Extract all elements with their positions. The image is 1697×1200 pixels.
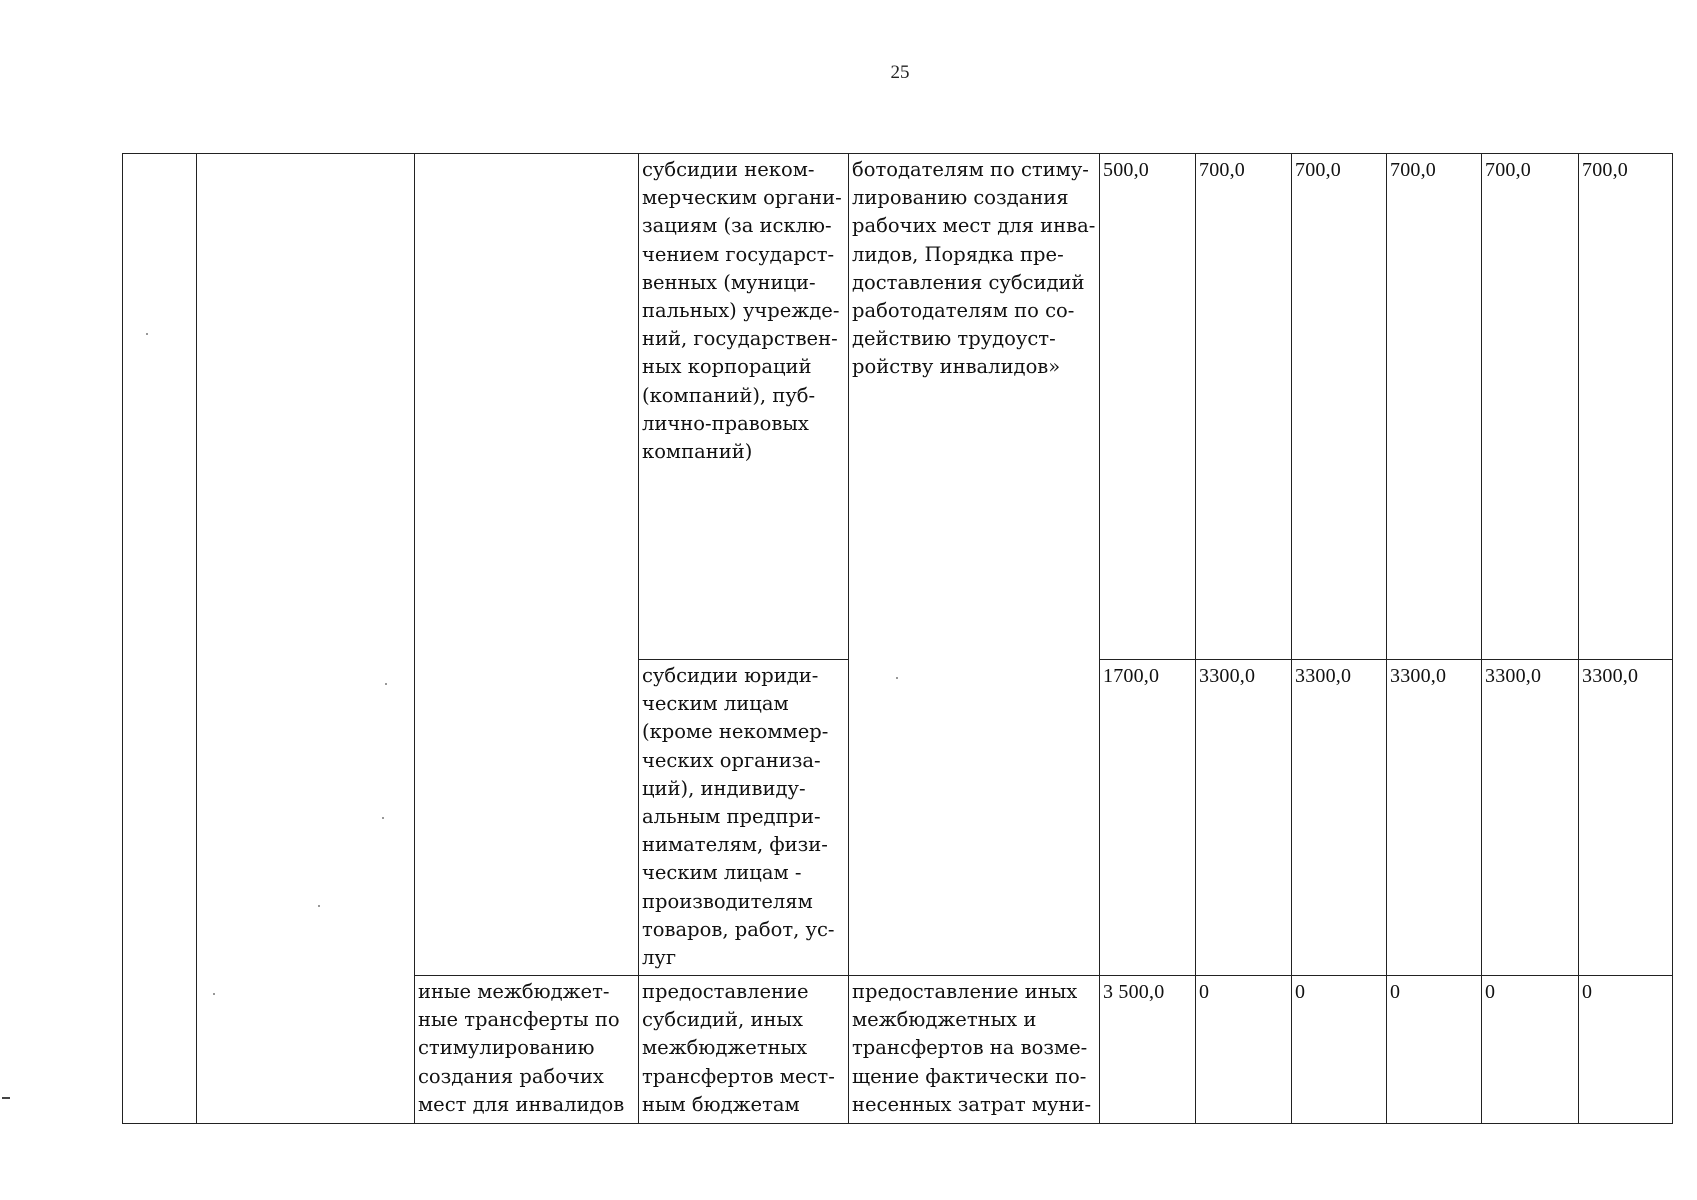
measure-cell: иные межбюджет- ные трансферты по стимулированию создания рабочих мест для инвалидов (415, 976, 639, 1124)
budget-table-container (122, 153, 1673, 1124)
basis-cell: предоставление иных межбюджетных и трансфертов на возме- щение фактически по- несенных затрат муни- (849, 976, 1100, 1124)
value-cell: 700,0 (1387, 154, 1482, 660)
basis-cell: ботодателям по стиму- лированию создания рабочих мест для инва- лидов, Порядка пре- доставления субсидий работодателям по со- действию трудоуст- ройству инвалидов» (849, 154, 1100, 976)
program-cell (197, 154, 415, 1124)
scan-speck (385, 683, 387, 685)
recipient-type-cell: субсидии неком- мерческим органи- зациям (за исклю- чением государст- венных (муници- пальных) учрежде- ний, государствен- ных корпораций (компаний), пуб- лично-правовых компаний) (639, 154, 849, 660)
measure-cell (415, 154, 639, 976)
value-cell: 0 (1579, 976, 1673, 1124)
value-cell: 0 (1196, 976, 1292, 1124)
value-cell: 700,0 (1579, 154, 1673, 660)
value-cell: 3300,0 (1579, 660, 1673, 976)
scan-speck (318, 905, 320, 907)
value-cell: 3300,0 (1482, 660, 1579, 976)
recipient-type-cell: субсидии юриди- ческим лицам (кроме некоммер- ческих организа- ций), индивиду- альным предпри- нимателям, физи- ческим лицам - производителям товаров, работ, ус- луг (639, 660, 849, 976)
value-cell: 700,0 (1196, 154, 1292, 660)
scan-speck (213, 993, 215, 995)
value-cell: 3300,0 (1196, 660, 1292, 976)
value-cell: 3 500,0 (1100, 976, 1196, 1124)
value-cell: 700,0 (1482, 154, 1579, 660)
scan-speck (382, 817, 384, 819)
budget-table (122, 153, 1673, 1124)
value-cell: 1700,0 (1100, 660, 1196, 976)
number-cell (123, 154, 197, 1124)
value-cell: 0 (1482, 976, 1579, 1124)
table-row (123, 154, 1673, 660)
recipient-type-cell: предоставление субсидий, иных межбюджетных трансфертов мест- ным бюджетам (639, 976, 849, 1124)
value-cell: 700,0 (1292, 154, 1387, 660)
margin-mark (2, 1097, 10, 1099)
value-cell: 0 (1292, 976, 1387, 1124)
page-number: 25 (890, 62, 910, 83)
value-cell: 3300,0 (1292, 660, 1387, 976)
value-cell: 500,0 (1100, 154, 1196, 660)
value-cell: 3300,0 (1387, 660, 1482, 976)
value-cell: 0 (1387, 976, 1482, 1124)
scan-speck (146, 333, 148, 335)
scan-speck (896, 677, 898, 679)
